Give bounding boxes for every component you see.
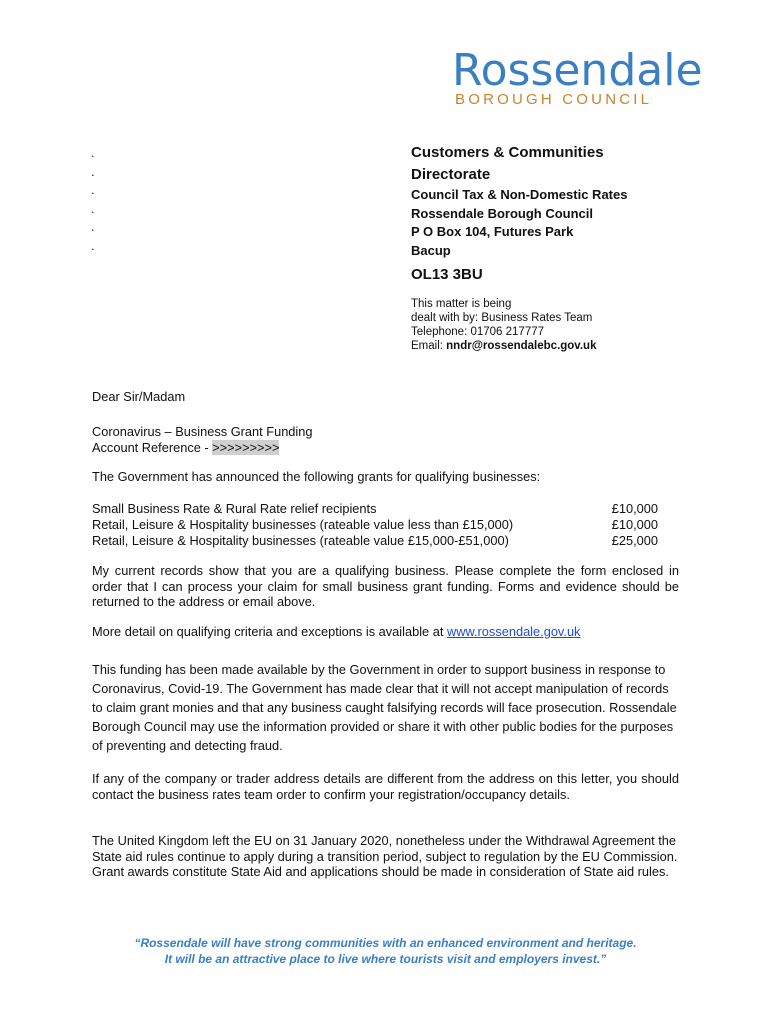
grant-amount: £25,000 [611,533,658,548]
council-logo-subtitle: BOROUGH COUNCIL [455,91,653,108]
more-detail-paragraph [92,624,679,640]
address-line: P O Box 104, Futures Park [411,224,574,239]
funding-paragraph: This funding has been made available by the Government in order to support business in response to Coronavirus, Covid-19. The Government has made clear that it will not accept manipulation of records to claim grant monies and that any business caught falsifying records will face prosecution. Rossendale Borough Council may use the information provided or share it with other public bodies for the purposes of preventing and detecting fraud. [92,662,677,753]
more-detail-text: More detail on qualifying criteria and exceptions is available at [92,624,447,639]
address-dot: . [91,219,95,234]
records-paragraph: My current records show that you are a qualifying business. Please complete the form enclosed in order that I can process your claim for small business grant funding. Forms and evidence should be returned to the address or email above. [92,563,679,609]
grants-intro: The Government has announced the following grants for qualifying businesses: [92,469,541,484]
contact-telephone: Telephone: 01706 217777 [411,326,545,338]
address-change-paragraph: If any of the company or trader address details are different from the address on this letter, you should contact the business rates team order to confirm your registration/occupancy details. [92,771,679,802]
address-line: Rossendale Borough Council [411,205,594,221]
grant-amount: £10,000 [611,517,658,532]
grant-label: Retail, Leisure & Hospitality businesses (rateable value £15,000-£51,000) [92,533,509,548]
quote-line-1: “Rossendale will have strong communities with an enhanced environment and heritage. [134,936,637,950]
address-dot: . [91,145,95,160]
sender-address [411,142,627,288]
grant-row [92,533,658,549]
address-dot: . [91,163,95,179]
grant-row [92,517,658,533]
council-logo-name: Rossendale [452,45,703,96]
subject-line: Coronavirus – Business Grant Funding [92,424,313,439]
grant-label: Retail, Leisure & Hospitality businesses (rateable value less than £15,000) [92,517,514,532]
contact-line-1: This matter is being [411,298,512,310]
grant-row [92,501,658,517]
eu-state-aid-paragraph: The United Kingdom left the EU on 31 January 2020, nonetheless under the Withdrawal Agreement the State aid rules continue to apply during a transition period, subject to regulation by the EU Commission. Grant awards constitute State Aid and applications should be made in consideration of State aid rules. [92,833,678,879]
contact-details [411,297,596,353]
directorate-line-2: Directorate [411,166,491,183]
address-line: Bacup [411,242,451,258]
contact-line-2: dealt with by: Business Rates Team [411,312,593,324]
address-line: Council Tax & Non-Domestic Rates [411,187,628,202]
quote-line-2: It will be an attractive place to live where tourists visit and employers invest.” [164,952,607,966]
email-label: Email: [411,340,447,352]
account-reference-value: >>>>>>>>> [212,439,280,455]
directorate-line-1: Customers & Communities [411,144,604,161]
account-reference-label: Account Reference - [92,439,213,455]
grants-table [92,501,658,549]
address-dot: . [91,200,95,216]
address-dot: . [91,237,95,253]
contact-email-line [411,339,596,353]
grant-amount: £10,000 [611,501,658,516]
salutation: Dear Sir/Madam [92,389,186,404]
council-vision-quote [92,935,679,967]
address-dot: . [91,182,95,197]
account-reference [92,440,679,456]
grant-label: Small Business Rate & Rural Rate relief recipients [92,501,377,516]
recipient-address-placeholder [91,144,95,255]
website-link[interactable]: www.rossendale.gov.uk [446,624,581,639]
email-address: nndr@rossendalebc.gov.uk [446,340,597,352]
postcode: OL13 3BU [411,266,483,283]
letter-subject [92,424,679,455]
